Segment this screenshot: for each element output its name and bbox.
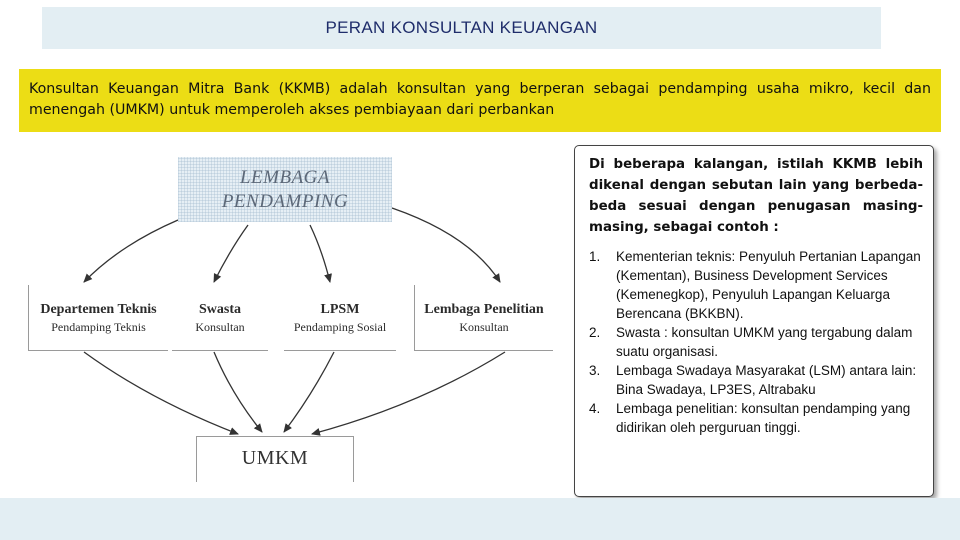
arrow-dept-to-umkm (84, 352, 238, 434)
box-role: Konsultan (195, 319, 245, 334)
list-item (589, 399, 923, 437)
arrow-swasta-to-umkm (214, 352, 262, 432)
item-text: Lembaga Swadaya Masyarakat (LSM) antara lain: Bina Swadaya, LP3ES, Altrabaku (616, 363, 917, 397)
list-item (589, 247, 923, 323)
item-number: 4. (589, 401, 601, 416)
item-number: 1. (589, 249, 601, 264)
footer-strip (0, 498, 960, 540)
departemen-teknis-box (28, 285, 168, 351)
lembaga-line2: PENDAMPING (221, 190, 349, 212)
item-number: 3. (589, 363, 601, 378)
arrow-penelitian-to-umkm (312, 352, 505, 434)
box-role: Pendamping Teknis (51, 319, 146, 334)
lembaga-pendamping-box (178, 157, 392, 222)
lembaga-line1: LEMBAGA (239, 166, 331, 188)
arrow-to-swasta (214, 225, 248, 282)
list-item (589, 361, 923, 399)
lembaga-penelitian-box (414, 285, 553, 351)
umkm-label: UMKM (241, 447, 309, 469)
box-name: Swasta (198, 301, 241, 317)
item-text: Kementerian teknis: Penyuluh Pertanian Lapangan (Kementan), Business Development Services (Kemenegkop), Penyuluh Lapangan Keluarga Berencana (BKKBN). (616, 249, 921, 321)
box-name: LPSM (320, 301, 360, 317)
arrow-to-penelitian (392, 208, 500, 282)
examples-list (589, 247, 923, 437)
item-text: Swasta : konsultan UMKM yang tergabung dalam suatu organisasi. (616, 325, 913, 359)
list-item (589, 323, 923, 361)
kkmb-examples-panel (574, 145, 934, 497)
box-name: Departemen Teknis (40, 301, 157, 317)
lpsm-box (284, 285, 396, 351)
umkm-box (196, 436, 354, 482)
arrow-to-lpsm (310, 225, 330, 282)
arrow-lpsm-to-umkm (284, 352, 334, 432)
box-name: Lembaga Penelitian (424, 301, 544, 317)
swasta-box (172, 285, 268, 351)
panel-intro: Di beberapa kalangan, istilah KKMB lebih dikenal dengan sebutan lain yang berbeda-beda sesuai dengan penugasan masing-masing, sebagai contoh : (589, 157, 923, 235)
item-text: Lembaga penelitian: konsultan pendamping yang didirikan oleh perguruan tinggi. (616, 401, 911, 435)
slide-title: PERAN KONSULTAN KEUANGAN (325, 18, 598, 37)
arrow-to-departemen (84, 220, 178, 282)
box-role: Konsultan (459, 319, 509, 334)
definition-text: Konsultan Keuangan Mitra Bank (KKMB) adalah konsultan yang berperan sebagai pendamping usaha mikro, kecil dan menengah (UMKM) untuk memperoleh akses pembiayaan dari perbankan (29, 81, 931, 118)
item-number: 2. (589, 325, 601, 340)
box-role: Pendamping Sosial (293, 319, 387, 334)
